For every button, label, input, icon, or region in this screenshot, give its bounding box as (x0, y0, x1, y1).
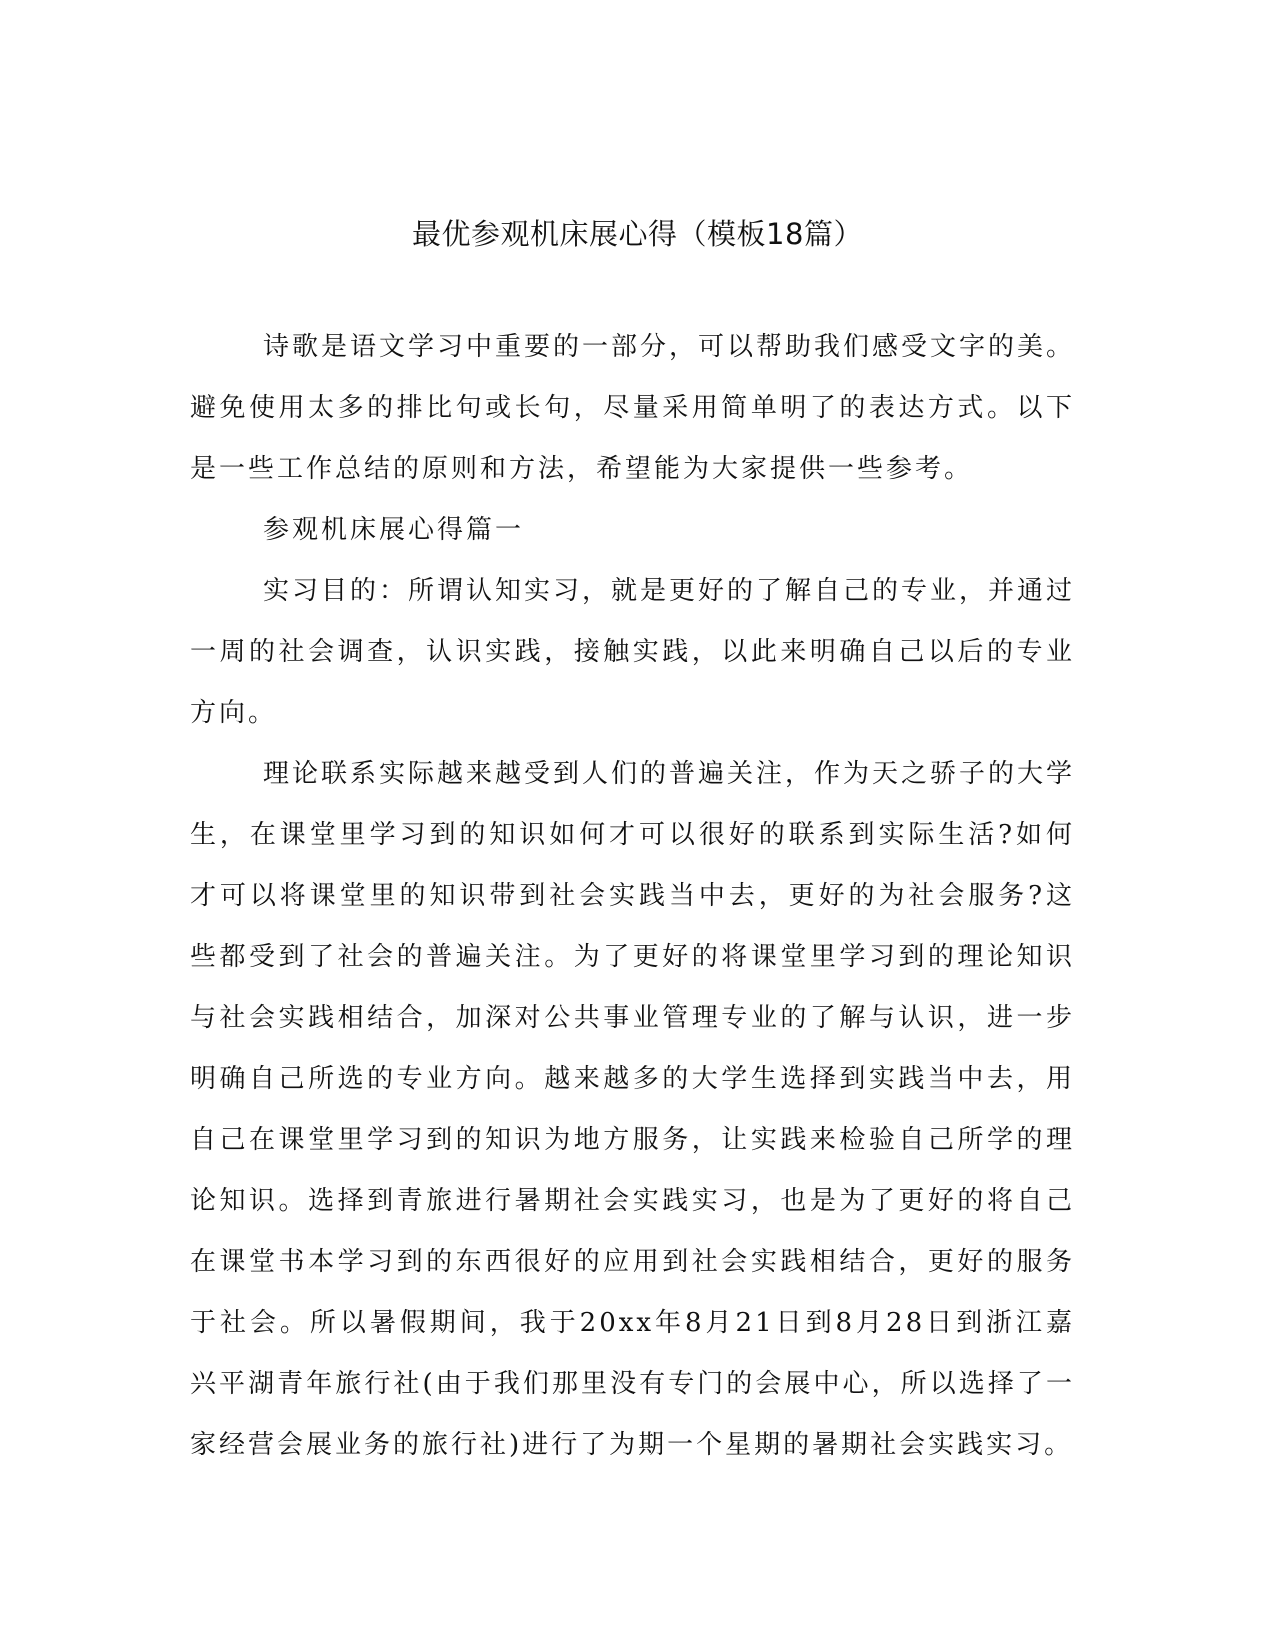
section-heading: 参观机床展心得篇一 (263, 515, 525, 545)
purpose-paragraph: 实习目的：所谓认知实习，就是更好的了解自己的专业，并通过一周的社会调查，认识实践，接触实践，以此来明确自己以后的专业方向。 (190, 576, 1076, 728)
body-paragraph: 理论联系实际越来越受到人们的普遍关注，作为天之骄子的大学生，在课堂里学习到的知识如何才可以很好的联系到实际生活?如何才可以将课堂里的知识带到社会实践当中去，更好的为社会服务?这些都受到了社会的普遍关注。为了更好的将课堂里学习到的理论知识与社会实践相结合，加深对公共事业管理专业的了解与认识，进一步明确自己所选的专业方向。越来越多的大学生选择到实践当中去，用自己在课堂里学习到的知识为地方服务，让实践来检验自己所学的理论知识。选择到青旅进行暑期社会实践实习，也是为了更好的将自己在课堂书本学习到的东西很好的应用到社会实践相结合，更好的服务于社会。所以暑假期间，我于20xx年8月21日到8月28日到浙江嘉兴平湖青年旅行社(由于我们那里没有专门的会展中心，所以选择了一家经营会展业务的旅行社)进行了为期一个星期的暑期社会实践实习。 (190, 759, 1076, 1460)
document-title: 最优参观机床展心得（模板18篇） (412, 217, 863, 251)
document-body (190, 317, 1075, 1476)
intro-paragraph: 诗歌是语文学习中重要的一部分，可以帮助我们感受文字的美。避免使用太多的排比句或长句，尽量采用简单明了的表达方式。以下是一些工作总结的原则和方法，希望能为大家提供一些参考。 (190, 332, 1076, 484)
